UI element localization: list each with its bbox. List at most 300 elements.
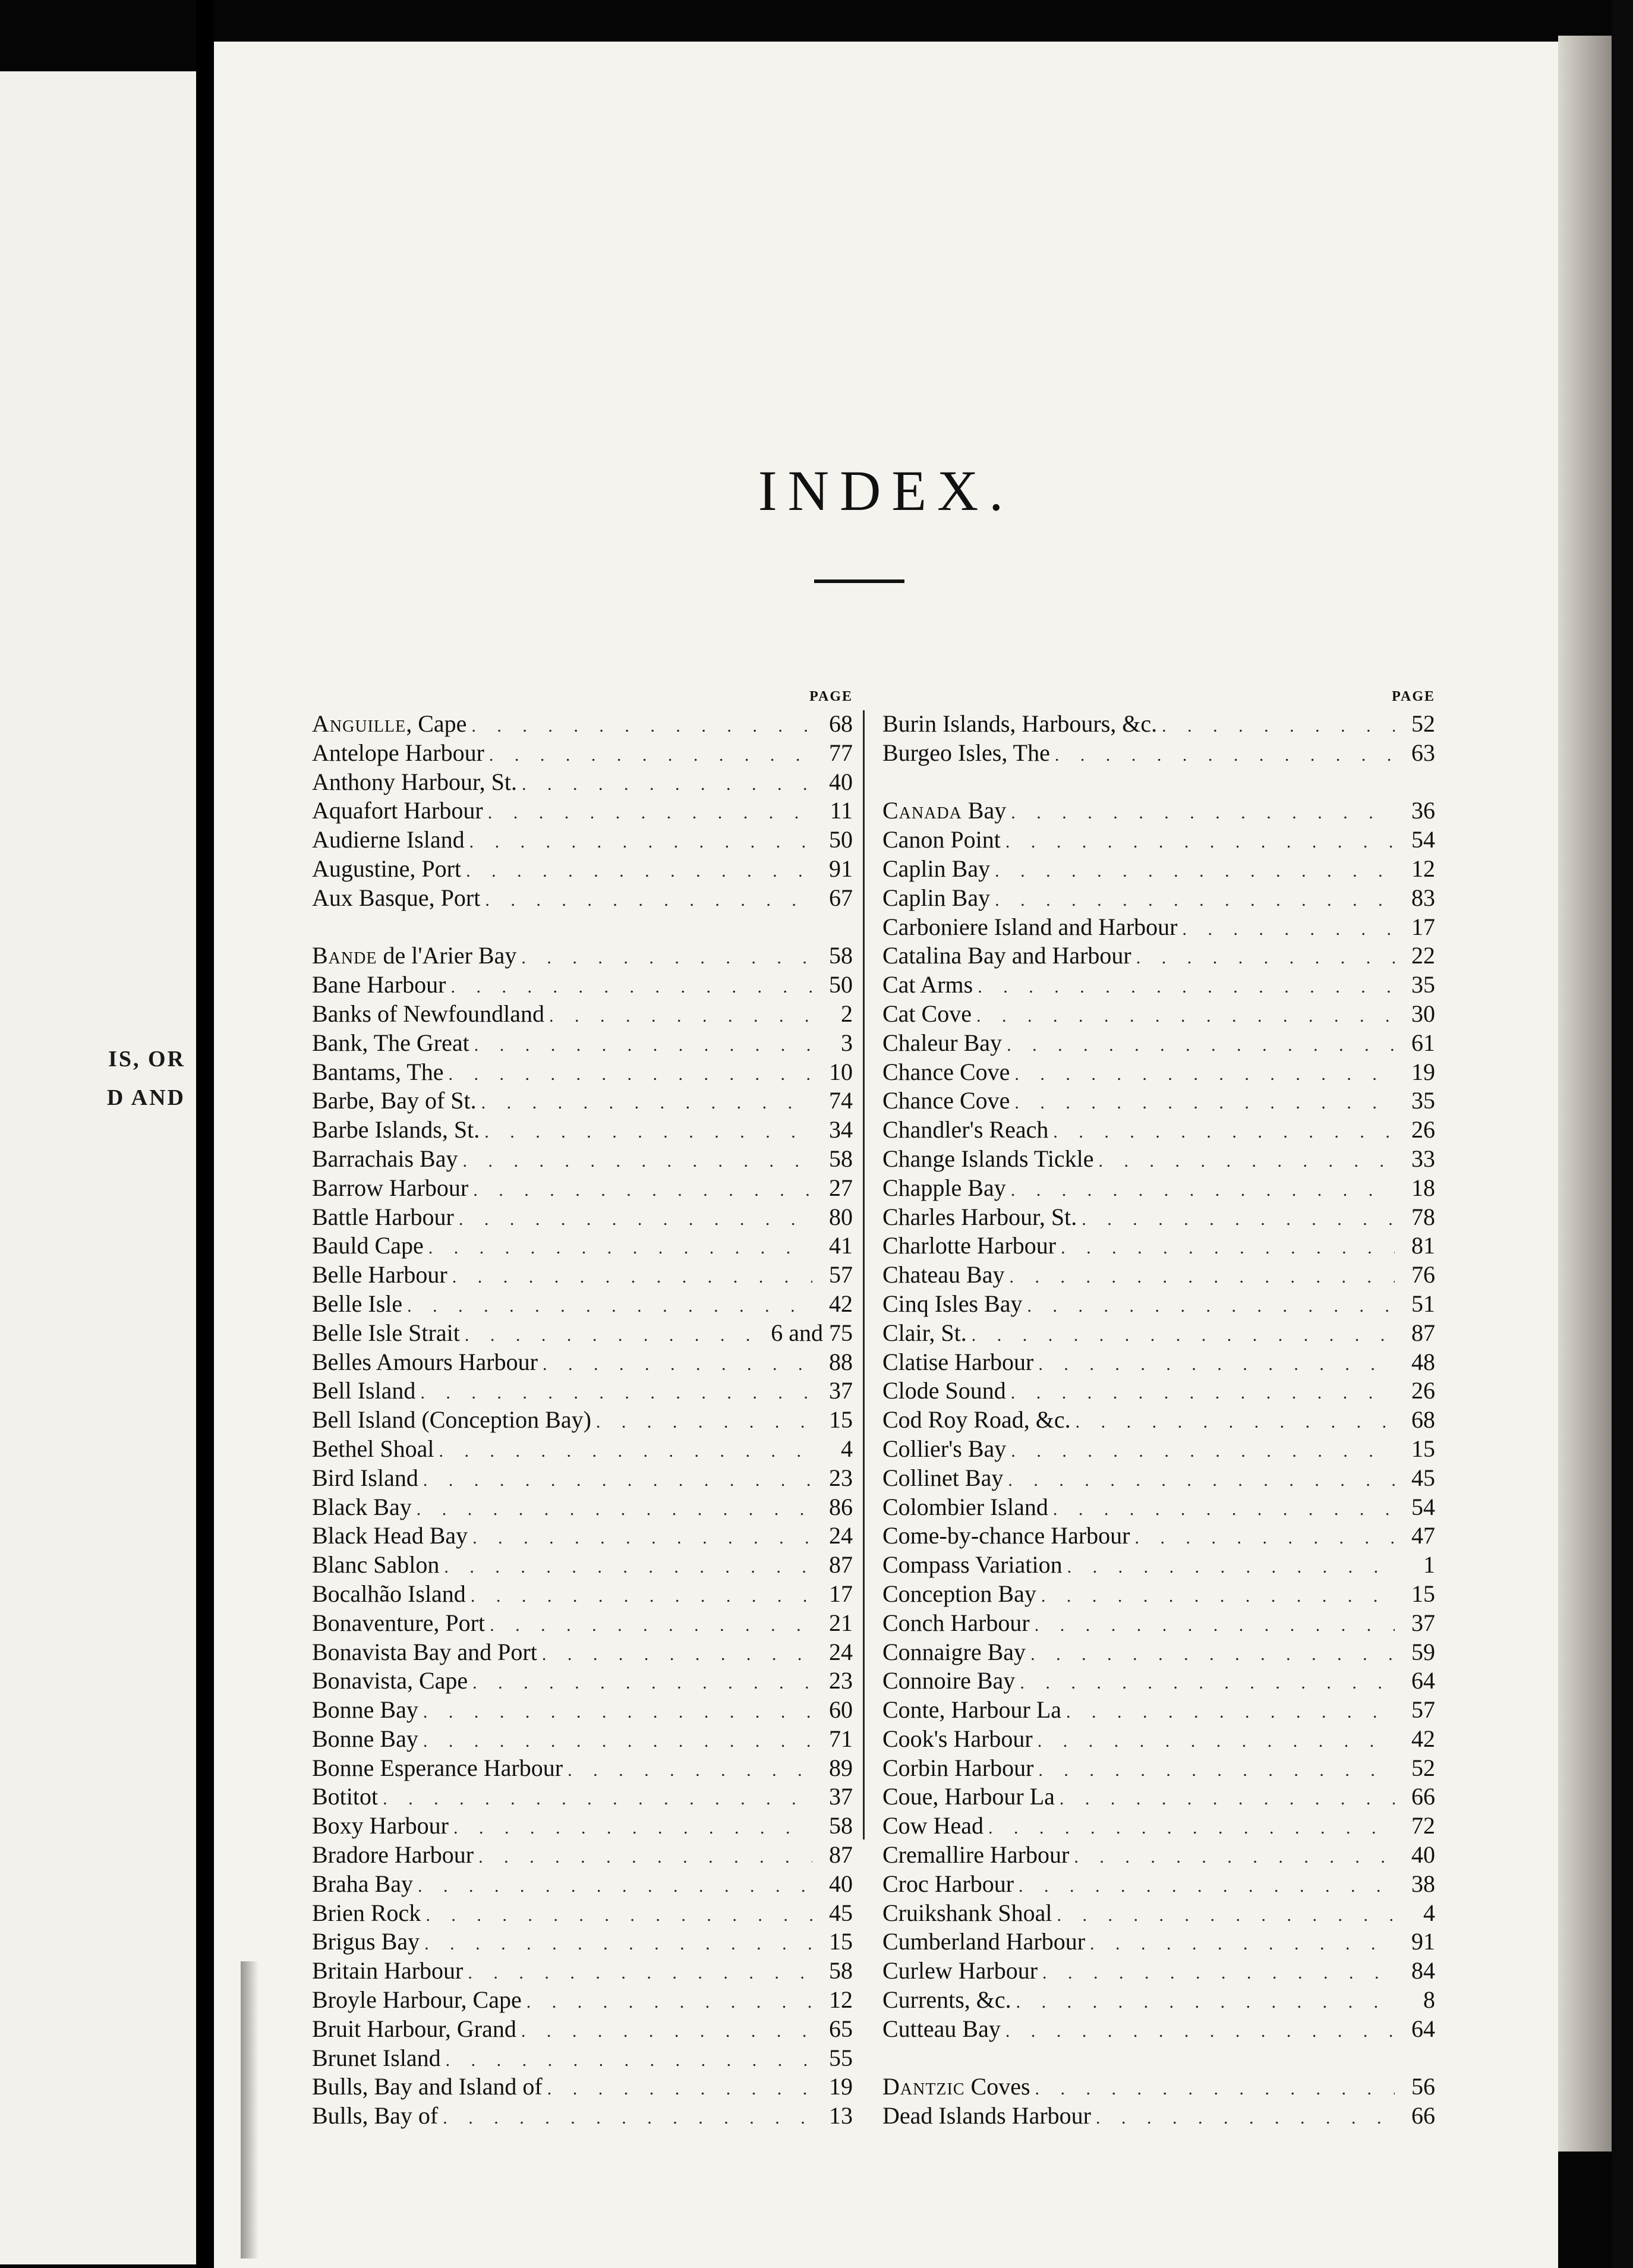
index-entry [312,2072,853,2102]
entry-label [312,1667,468,1696]
entry-page-number: 45 [1411,1464,1435,1491]
index-entry [882,1348,1435,1377]
index-entry [882,1406,1435,1435]
entry-initial-word: Dantzic [882,2073,965,2100]
entry-label [882,1986,1011,2015]
index-entry [882,710,1435,739]
entry-label [312,1203,454,1232]
entry-page-number: 4 [841,1435,853,1462]
index-entry [882,1000,1435,1029]
entry-page-number: 68 [829,710,853,737]
entry-label [312,1319,460,1348]
index-section-gap [312,913,853,942]
entry-page-number: 37 [829,1783,853,1810]
dot-leader [1082,1205,1395,1234]
entry-text: Antelope Harbour [312,739,484,766]
dot-leader [1038,1756,1395,1785]
dot-leader [1038,1727,1395,1756]
index-entry [312,1406,853,1435]
entry-text: Bruit Harbour, Grand [312,2015,516,2042]
entry-text: Chapple Bay [882,1174,1006,1201]
entry-text: Chance Cove [882,1087,1010,1114]
entry-label [882,826,1001,855]
entry-label [312,941,516,971]
dot-leader [446,2046,812,2075]
entry-page-number: 34 [829,1116,853,1144]
index-entry [882,1696,1435,1725]
entry-page-number: 19 [1411,1058,1435,1085]
entry-page-number: 58 [829,1957,853,1984]
entry-label [882,1841,1069,1870]
entry-page-number: 38 [1411,1870,1435,1897]
index-entry [312,2015,853,2044]
entry-page-number: 77 [829,739,853,766]
title-rule [814,579,904,583]
dot-leader [1007,1031,1395,1060]
scan-border [1612,0,1633,2268]
dot-leader [471,1582,812,1611]
entry-page-number: 26 [1411,1377,1435,1404]
entry-text: Brunet Island [312,2044,441,2071]
entry-text: Belle Harbour [312,1261,447,1289]
entry-page-number: 42 [829,1290,853,1317]
dot-leader [1042,1959,1395,1988]
entry-label [312,710,466,739]
index-entry [882,1261,1435,1290]
entry-page-number: 40 [829,1870,853,1897]
entry-label [882,1319,967,1348]
entry-text: Bell Island (Conception Bay) [312,1406,591,1434]
entry-text: Cat Cove [882,1000,972,1027]
entry-text: Bulls, Bay of [312,2102,439,2130]
entry-label [312,1551,439,1580]
dot-leader [1030,1640,1395,1670]
index-entry [882,855,1435,884]
entry-label [882,2072,1030,2102]
index-entry [312,1493,853,1522]
entry-text: Cumberland Harbour [882,1928,1086,1955]
dot-leader [439,1437,812,1466]
entry-page-number: 50 [829,826,853,853]
entry-page-number: 80 [829,1203,853,1230]
entry-label [882,1522,1130,1551]
entry-page-number: 84 [1411,1957,1435,1984]
dot-leader [988,1814,1395,1843]
dot-leader [1182,915,1395,944]
entry-text: Clatise Harbour [882,1348,1034,1375]
entry-label [882,1493,1048,1522]
entry-page-number: 56 [1411,2073,1435,2100]
index-entry [312,1667,853,1696]
entry-label [882,1725,1033,1754]
index-entry [312,1029,853,1058]
dot-leader [549,1002,812,1031]
entry-text: Catalina Bay and Harbour [882,942,1131,969]
entry-page-number: 91 [1411,1928,1435,1955]
torn-page-edge [241,1961,258,2258]
entry-label [312,2015,516,2044]
index-entry [312,796,853,826]
dot-leader [478,1843,812,1872]
entry-text: Change Islands Tickle [882,1145,1094,1172]
entry-label [312,1754,563,1783]
entry-text: Barrow Harbour [312,1174,469,1201]
page-title: INDEX. [758,459,1014,522]
entry-label [312,1145,458,1174]
dot-leader [481,1089,812,1118]
dot-leader [407,1292,812,1321]
entry-label [882,1203,1077,1232]
index-entry [312,1725,853,1754]
index-entry [882,2072,1435,2102]
dot-leader [1053,1118,1395,1147]
entry-label [882,1086,1010,1116]
index-entry [312,1551,853,1580]
entry-text: Bonavista, Cape [312,1667,468,1694]
dot-leader [972,1321,1395,1350]
entry-text: Cook's Harbour [882,1725,1033,1752]
dot-leader [1066,1698,1395,1727]
entry-page-number: 42 [1411,1725,1435,1752]
entry-text: Bradore Harbour [312,1841,474,1869]
entry-label [312,1957,463,1986]
index-entry [882,1551,1435,1580]
entry-text: Cutteau Bay [882,2015,1001,2042]
entry-label [312,768,517,797]
dot-leader [472,1669,812,1698]
dot-leader [417,1495,812,1524]
index-entry [882,1580,1435,1609]
dot-leader [453,1814,812,1843]
index-entry [312,1116,853,1145]
entry-label [882,971,973,1000]
entry-text: Bonaventure, Port [312,1609,486,1636]
entry-page-number: 59 [1411,1638,1435,1665]
entry-page-number: 17 [1411,913,1435,940]
entry-label [312,1493,412,1522]
facing-page-text: IS, OR [108,1047,185,1072]
dot-leader [1053,1495,1395,1524]
index-entry [882,1609,1435,1638]
entry-page-number: 24 [829,1522,853,1549]
entry-text: Belle Isle Strait [312,1319,460,1346]
entry-page-number: 91 [829,855,853,882]
dot-leader [976,1002,1395,1031]
entry-page-number: 58 [829,1145,853,1172]
index-entry [312,826,853,855]
entry-text: Anthony Harbour, St. [312,768,518,795]
entry-label [312,1782,378,1812]
entry-label [882,884,990,913]
entry-text: , Cape [406,710,467,737]
dot-leader [418,1872,812,1901]
entry-initial-word: Anguille [312,710,406,737]
entry-page-number: 23 [829,1667,853,1694]
entry-text: Conte, Harbour La [882,1696,1062,1724]
dot-leader [490,1611,812,1640]
entry-text: Coves [964,2073,1030,2100]
entry-label [882,796,1006,826]
index-entry [312,1145,853,1174]
dot-leader [1016,1988,1395,2017]
entry-page-number: 63 [1411,739,1435,766]
entry-label [312,1435,434,1464]
dot-leader [1019,1872,1395,1901]
entry-label [882,1406,1071,1435]
index-section-gap [882,2044,1435,2073]
entry-page-number: 55 [829,2044,853,2071]
entry-text: Burgeo Isles, The [882,739,1050,766]
entry-page-number: 18 [1411,1174,1435,1201]
index-entry [882,1145,1435,1174]
entry-text: Connaigre Bay [882,1638,1026,1665]
entry-label [312,1841,474,1870]
index-entry [882,1870,1435,1899]
entry-label [882,1231,1056,1261]
entry-page-number: 41 [829,1232,853,1259]
entry-label [882,1754,1033,1783]
entry-label [312,1899,421,1928]
entry-page-number: 11 [830,797,853,824]
entry-page-number: 76 [1411,1261,1435,1289]
entry-label [312,1348,538,1377]
entry-page-number: 24 [829,1638,853,1665]
entry-text: Collinet Bay [882,1464,1004,1491]
dot-leader [1010,1263,1395,1292]
entry-text: Bell Island [312,1377,416,1404]
index-section-gap [882,768,1435,797]
entry-page-number: 37 [1411,1609,1435,1636]
dot-leader [1008,1466,1395,1495]
entry-text: Belle Isle [312,1290,403,1317]
dot-leader [1005,2017,1395,2046]
index-entry [312,2044,853,2073]
index-entry [312,1319,853,1348]
entry-text: Connoire Bay [882,1667,1016,1694]
entry-page-number: 19 [829,2073,853,2100]
index-entry [882,1841,1435,1870]
entry-page-number: 15 [829,1928,853,1955]
entry-label [312,1406,591,1435]
entry-text: Bird Island [312,1464,418,1491]
entry-page-number: 40 [1411,1841,1435,1869]
entry-label [312,1812,449,1841]
entry-label [882,710,1157,739]
entry-label [882,1927,1085,1957]
index-entry [312,1348,853,1377]
dot-leader [1011,1379,1395,1408]
dot-leader [472,1524,812,1553]
entry-page-number: 23 [829,1464,853,1491]
dot-leader [423,1698,812,1727]
entry-label [882,1464,1003,1493]
index-entry [882,1464,1435,1493]
entry-page-number: 2 [841,1000,853,1027]
index-column-right [882,683,1435,2131]
entry-text: Charles Harbour, St. [882,1203,1077,1230]
column-divider [863,710,865,1839]
dot-leader [542,1640,812,1670]
entry-page-number: 88 [829,1348,853,1375]
index-entry [882,1174,1435,1203]
dot-leader [596,1408,812,1437]
entry-label [312,1638,537,1667]
entry-label [882,1667,1015,1696]
entry-page-number: 36 [1411,797,1435,824]
entry-label [312,1231,424,1261]
index-entry [312,1899,853,1928]
index-entry [882,1231,1435,1261]
dot-leader [995,857,1395,886]
entry-text: Aux Basque, Port [312,884,481,911]
entry-page-number: 50 [829,971,853,998]
index-entry [312,1870,853,1899]
entry-page-number: 66 [1411,2102,1435,2130]
entry-page-number: 45 [829,1899,853,1926]
entry-page-number: 15 [1411,1580,1435,1607]
index-entry [882,1667,1435,1696]
index-entry [312,1696,853,1725]
entry-text: Compass Variation [882,1551,1063,1579]
entry-label [312,855,461,884]
entry-page-number: 87 [829,1551,853,1579]
entry-text: Bantams, The [312,1058,444,1085]
index-entry [312,1203,853,1232]
entry-text: Chandler's Reach [882,1116,1049,1144]
entry-text: Charlotte Harbour [882,1232,1057,1259]
index-entry [312,1231,853,1261]
dot-leader [484,1118,812,1147]
entry-label [312,971,446,1000]
entry-text: Belles Amours Harbour [312,1348,538,1375]
index-entry [312,1261,853,1290]
entry-page-number: 1 [1423,1551,1435,1579]
index-entry [882,1782,1435,1812]
entry-text: Brien Rock [312,1899,421,1926]
index-entry [312,1522,853,1551]
entry-label [882,1957,1038,1986]
index-entry [882,2102,1435,2131]
dot-leader [471,712,812,741]
entry-label [882,913,1177,942]
entry-text: Colombier Island [882,1493,1048,1520]
entry-page-number: 65 [829,2015,853,2042]
entry-text: Bonne Esperance Harbour [312,1754,563,1781]
entry-page-number: 89 [829,1754,853,1781]
entry-text: Bulls, Bay and Island of [312,2073,543,2100]
dot-leader [489,741,812,770]
entry-text: Bay [961,797,1007,824]
entry-page-number: 66 [1411,1783,1435,1810]
index-entry [882,1927,1435,1957]
entry-page-number: 4 [1423,1899,1435,1926]
index-entry [312,710,853,739]
dot-leader [1014,1089,1395,1118]
entry-label [312,1580,466,1609]
entry-page-number: 52 [1411,1754,1435,1781]
entry-text: Bocalhão Island [312,1580,466,1607]
entry-text: Banks of Newfoundland [312,1000,545,1027]
entry-label [312,826,465,855]
entry-text: Conch Harbour [882,1609,1030,1636]
dot-leader [488,799,812,828]
entry-label [312,1725,418,1754]
entry-text: Broyle Harbour, Cape [312,1986,522,2014]
index-entry [882,1957,1435,1986]
dot-leader [522,770,812,799]
entry-label [882,1812,983,1841]
book-gutter [196,0,214,2268]
index-entry [312,971,853,1000]
dot-leader [1099,1147,1395,1176]
entry-page-number: 35 [1411,1087,1435,1114]
entry-page-number: 87 [1411,1319,1435,1346]
entry-label [882,1696,1061,1725]
dot-leader [1061,1234,1395,1263]
page-column-header: PAGE [1392,689,1435,704]
entry-text: Conception Bay [882,1580,1036,1607]
entry-text: Coue, Harbour La [882,1783,1055,1810]
entry-page-number: 61 [1411,1029,1435,1056]
entry-text: Cinq Isles Bay [882,1290,1023,1317]
entry-label [882,1000,972,1029]
entry-page-number: 74 [829,1087,853,1114]
entry-text: Caplin Bay [882,855,991,882]
entry-text: Barbe Islands, St. [312,1116,480,1144]
entry-page-number: 86 [829,1493,853,1520]
dot-leader [1136,944,1395,973]
dot-leader [448,1060,812,1089]
entry-label [312,1927,420,1957]
dot-leader [425,1901,812,1930]
entry-page-number: 35 [1411,971,1435,998]
dot-leader [978,973,1395,1002]
entry-label [312,1376,415,1406]
dot-leader [424,1930,812,1959]
dot-leader [1005,828,1395,857]
entry-page-number: 6 and 75 [771,1319,853,1346]
index-entry [312,1580,853,1609]
index-entries-right [882,710,1435,2131]
entry-label [312,1058,443,1087]
dot-leader [452,1263,812,1292]
entry-text: Boxy Harbour [312,1812,449,1839]
entry-text: Brigus Bay [312,1928,420,1955]
entry-text: Bethel Shoal [312,1435,434,1462]
index-entry [882,1029,1435,1058]
entry-text: Audierne Island [312,826,465,853]
entry-page-number: 87 [829,1841,853,1869]
index-entry [882,1986,1435,2015]
dot-leader [1057,1901,1395,1930]
index-entry [312,1957,853,1986]
entry-page-number: 54 [1411,826,1435,853]
entry-text: de l'Arier Bay [377,942,517,969]
index-entry [882,826,1435,855]
dot-leader [1055,741,1395,770]
entry-text: Blanc Sablon [312,1551,440,1579]
entry-label [312,1464,418,1493]
dot-leader [1011,799,1395,828]
entry-text: Bonavista Bay and Port [312,1638,537,1665]
index-entry [312,1000,853,1029]
dot-leader [1035,1611,1395,1640]
entry-text: Britain Harbour [312,1957,464,1984]
entry-page-number: 58 [829,1812,853,1839]
entry-text: Aquafort Harbour [312,797,483,824]
entry-page-number: 64 [1411,1667,1435,1694]
dot-leader [521,944,812,973]
